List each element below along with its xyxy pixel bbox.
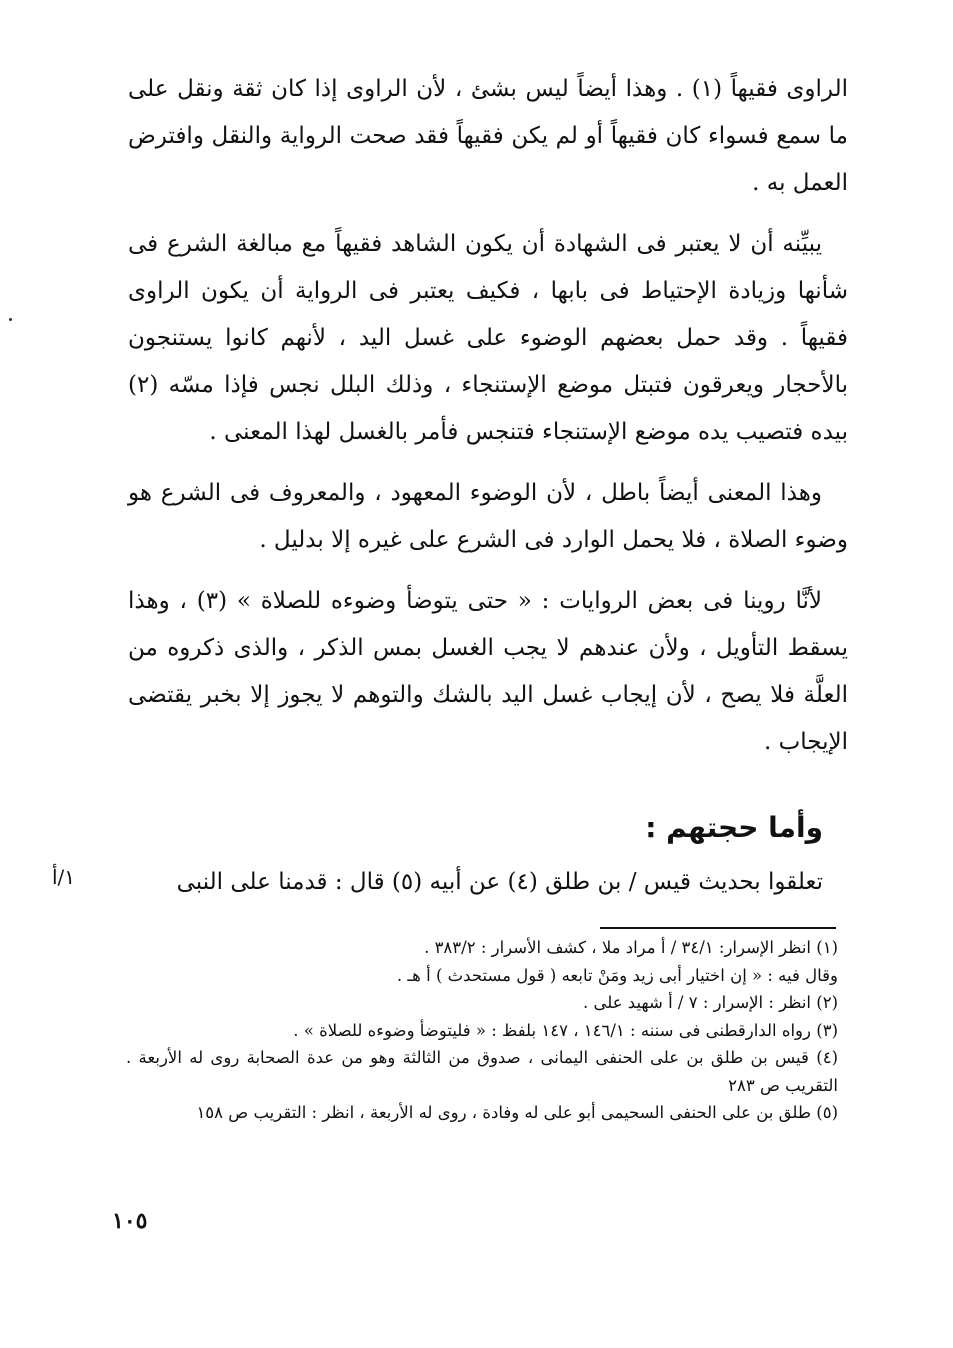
- main-text: [128, 66, 848, 780]
- footnote-1: (١) انظر الإسرار: ٣٤/١ / أ مراد ملا ، كشف الأسرار : ٣٨٣/٢ .: [424, 938, 838, 957]
- page-number: ١٠٥: [112, 1208, 148, 1234]
- footnotes: [126, 934, 838, 1127]
- footnote-3: (٣) رواه الدارقطنى فى سننه : ١٤٦/١ ، ١٤٧ بلفظ : « فليتوضأ وضوءه للصلاة » .: [293, 1020, 838, 1040]
- footnote-4: (٤) قيس بن طلق بن على الحنفى اليمانى ، صدوق من الثالثة وهو من عدة الصحابة روى له الأربعة . التقريب ص ٢٨٣: [126, 1048, 838, 1095]
- paragraph-4: لأنَّا روينا فى بعض الروايات : « حتى يتوضأ وضوءه للصلاة » (٣) ، وهذا يسقط التأويل ، ولأن عندهم لا يجب الغسل بمس الذكر ، والذى ذكروه من العلَّة فلا يصح ، لأن إيجاب غسل اليد بالشك والتوهم لا يجوز إلا بخبر يقتضى الإيجاب .: [128, 588, 848, 755]
- footnote-separator: [600, 927, 836, 929]
- footnote-1-continuation: وقال فيه : « إن اختيار أبى زيد ومَنْ تابعه ( قول مستحدث ) أ هـ .: [396, 965, 838, 985]
- paragraph-2: يبيِّنه أن لا يعتبر فى الشهادة أن يكون الشاهد فقيهاً مع مبالغة الشرع فى شأنها وزيادة الإحتياط فى بابها ، فكيف يعتبر فى الرواية أن يكون الراوى فقيهاً . وقد حمل بعضهم الوضوء على غسل اليد ، لأنهم كانوا يستنجون بالأحجار ويعرقون فتبتل موضع الإستنجاء ، وذلك البلل نجس فإذا مسّه (٢) بيده فتصيب يده موضع الإستنجاء فتنجس فأمر بالغسل لهذا المعنى .: [128, 231, 848, 445]
- footnote-2: (٢) انظر : الإسرار : ٧ / أ شهيد على .: [582, 993, 838, 1012]
- paragraph-1: الراوى فقيهاً (١) . وهذا أيضاً ليس بشئ ، لأن الراوى إذا كان ثقة ونقل على ما سمع فسواء كان فقيهاً أو لم يكن فقيهاً فقد صحت الرواية والنقل وافترض العمل به .: [128, 76, 848, 196]
- footnote-5: (٥) طلق بن على الحنفى السحيمى أبو على له وفادة ، روى له الأربعة ، انظر : التقريب ص ١٥٨: [196, 1103, 838, 1122]
- paragraph-3: وهذا المعنى أيضاً باطل ، لأن الوضوء المعهود ، والمعروف فى الشرع هو وضوء الصلاة ، فلا يحمل الوارد فى الشرع على غيره إلا بدليل .: [128, 480, 848, 553]
- section-heading: وأما حجتهم :: [645, 811, 823, 844]
- manuscript-folio-note: ١/أ: [52, 865, 76, 889]
- closing-line: تعلقوا بحديث قيس / بن طلق (٤) عن أبيه (٥) قال : قدمنا على النبى: [176, 869, 823, 895]
- scan-speck: [9, 318, 12, 321]
